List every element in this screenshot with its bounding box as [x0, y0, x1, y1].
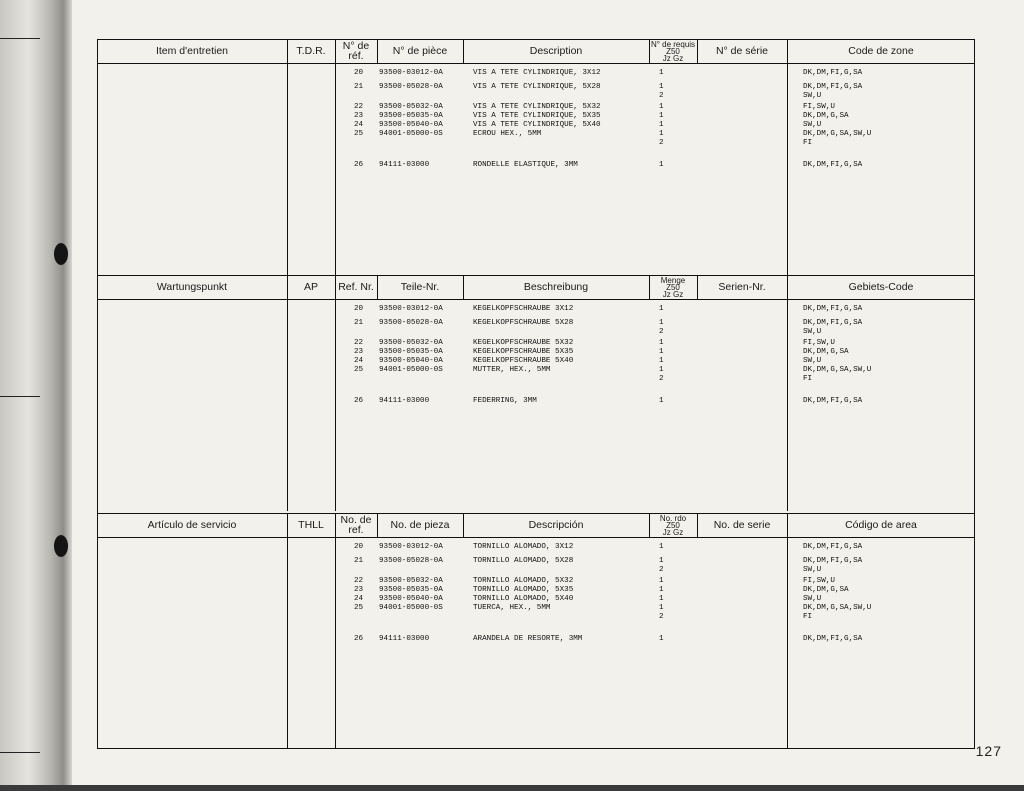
- row-ref: 21: [354, 83, 364, 91]
- row-desc: TORNILLO ALOMADO, 5X35: [473, 586, 574, 594]
- row-part: 93500-05040-0A: [379, 357, 443, 365]
- row-part: 93500-03012-0A: [379, 305, 443, 313]
- row-zone: FI,SW,U: [803, 103, 835, 111]
- header-item: Wartungspunkt: [156, 281, 228, 293]
- column-divider: [377, 275, 378, 299]
- row-zone: DK,DM,FI,G,SA: [803, 305, 863, 313]
- header-ref: Ref. Nr.: [338, 281, 374, 293]
- row-qty: 1 2: [659, 83, 664, 100]
- row-ref: 23: [354, 586, 364, 594]
- column-divider: [287, 63, 288, 275]
- table-header: [97, 39, 975, 64]
- column-divider: [787, 513, 788, 537]
- row-zone: FI,SW,U: [803, 577, 835, 585]
- column-divider: [335, 299, 336, 511]
- header-desc: Beschreibung: [523, 281, 589, 293]
- row-qty: 1: [659, 348, 664, 356]
- row-zone: DK,DM,FI,G,SA: [803, 397, 863, 405]
- row-desc: KEGELKOPFSCHRAUBE 3X12: [473, 305, 574, 313]
- header-ref: N° de réf.: [342, 40, 370, 62]
- row-part: 93500-05040-0A: [379, 121, 443, 129]
- row-part: 94111-03000: [379, 397, 430, 405]
- column-divider: [335, 513, 336, 537]
- binder-hole: [54, 535, 68, 557]
- row-ref: 25: [354, 130, 364, 138]
- row-part: 94001-05000-0S: [379, 604, 443, 612]
- row-desc: KEGELKOPFSCHRAUBE 5X32: [473, 339, 574, 347]
- row-desc: TORNILLO ALOMADO, 3X12: [473, 543, 574, 551]
- header-serial: No. de serie: [713, 519, 771, 531]
- row-ref: 21: [354, 319, 364, 327]
- row-part: 93500-05032-0A: [379, 103, 443, 111]
- row-desc: VIS A TETE CYLINDRIQUE, 5X40: [473, 121, 601, 129]
- row-qty: 1: [659, 397, 664, 405]
- row-desc: KEGELKOPFSCHRAUBE 5X28: [473, 319, 574, 327]
- row-desc: MUTTER, HEX., 5MM: [473, 366, 551, 374]
- row-part: 94111-03000: [379, 161, 430, 169]
- header-quantity: [649, 39, 697, 63]
- row-qty: 1 2: [659, 319, 664, 336]
- row-desc: TUERCA, HEX., 5MM: [473, 604, 551, 612]
- row-qty: 1: [659, 577, 664, 585]
- row-part: 93500-05028-0A: [379, 557, 443, 565]
- row-part: 93500-05032-0A: [379, 577, 443, 585]
- column-divider: [335, 275, 336, 299]
- row-ref: 20: [354, 543, 364, 551]
- row-qty: 1: [659, 121, 664, 129]
- row-qty: 1: [659, 103, 664, 111]
- row-part: 93500-05035-0A: [379, 586, 443, 594]
- header-part: N° de pièce: [392, 45, 448, 57]
- header-qty-mid: Z50: [666, 520, 680, 530]
- row-part: 93500-05035-0A: [379, 348, 443, 356]
- column-divider: [787, 537, 788, 749]
- row-part: 93500-03012-0A: [379, 69, 443, 77]
- spine-rule: [0, 38, 40, 39]
- row-zone: DK,DM,FI,G,SA: [803, 161, 863, 169]
- row-desc: ARANDELA DE RESORTE, 3MM: [473, 635, 583, 643]
- header-serial: Serien-Nr.: [718, 281, 766, 293]
- row-zone: SW,U: [803, 357, 822, 365]
- column-divider: [335, 537, 336, 749]
- row-part: 94111-03000: [379, 635, 430, 643]
- column-divider: [287, 513, 288, 537]
- column-divider: [787, 63, 788, 275]
- row-qty: 1 2: [659, 557, 664, 574]
- row-desc: KEGELKOPFSCHRAUBE 5X35: [473, 348, 574, 356]
- row-qty: 1: [659, 112, 664, 120]
- header-tdr: THLL: [298, 519, 324, 531]
- row-desc: FEDERRING, 3MM: [473, 397, 537, 405]
- row-ref: 26: [354, 635, 364, 643]
- row-zone: DK,DM,G,SA: [803, 348, 849, 356]
- row-ref: 21: [354, 557, 364, 565]
- row-ref: 22: [354, 103, 364, 111]
- column-divider: [335, 63, 336, 275]
- header-quantity: [649, 275, 697, 299]
- row-qty: 1: [659, 595, 664, 603]
- row-zone: DK,DM,FI,G,SA: [803, 635, 863, 643]
- row-qty: 1: [659, 586, 664, 594]
- header-zone: Gebiets-Code: [848, 281, 914, 293]
- row-desc: TORNILLO ALOMADO, 5X32: [473, 577, 574, 585]
- row-qty: 1: [659, 305, 664, 313]
- header-desc: Descripción: [528, 519, 584, 531]
- row-ref: 20: [354, 305, 364, 313]
- row-part: 93500-05040-0A: [379, 595, 443, 603]
- header-part: Teile-Nr.: [400, 281, 440, 293]
- header-item: Item d'entretien: [155, 45, 229, 57]
- row-zone: DK,DM,G,SA: [803, 112, 849, 120]
- row-desc: RONDELLE ELASTIQUE, 3MM: [473, 161, 578, 169]
- page-number: 127: [975, 743, 1002, 759]
- row-part: 94001-05000-0S: [379, 366, 443, 374]
- row-zone: DK,DM,FI,G,SA SW,U: [803, 557, 863, 574]
- column-divider: [335, 39, 336, 63]
- row-desc: TORNILLO ALOMADO, 5X28: [473, 557, 574, 565]
- row-ref: 25: [354, 366, 364, 374]
- row-qty: 1: [659, 635, 664, 643]
- row-zone: DK,DM,G,SA,SW,U FI: [803, 604, 872, 621]
- column-divider: [787, 275, 788, 299]
- header-qty-top: No. rdo: [659, 513, 687, 523]
- header-tdr: AP: [303, 281, 318, 293]
- row-qty: 1: [659, 339, 664, 347]
- column-divider: [377, 513, 378, 537]
- row-qty: 1 2: [659, 130, 664, 147]
- row-desc: KEGELKOPFSCHRAUBE 5X40: [473, 357, 574, 365]
- header-item: Artículo de servicio: [147, 519, 237, 531]
- header-zone: Código de area: [845, 519, 917, 531]
- row-part: 93500-05032-0A: [379, 339, 443, 347]
- header-zone: Code de zone: [848, 45, 914, 57]
- row-ref: 22: [354, 339, 364, 347]
- row-part: 93500-05028-0A: [379, 83, 443, 91]
- row-ref: 20: [354, 69, 364, 77]
- row-ref: 25: [354, 604, 364, 612]
- row-zone: SW,U: [803, 595, 822, 603]
- column-divider: [649, 39, 650, 63]
- column-divider: [649, 513, 650, 537]
- row-ref: 24: [354, 595, 364, 603]
- row-zone: DK,DM,FI,G,SA: [803, 543, 863, 551]
- column-divider: [787, 39, 788, 63]
- header-tdr: T.D.R.: [296, 45, 326, 57]
- row-zone: DK,DM,FI,G,SA: [803, 69, 863, 77]
- header-desc: Description: [529, 45, 583, 57]
- header-ref: No. de ref.: [340, 514, 372, 536]
- column-divider: [287, 275, 288, 299]
- row-part: 93500-05035-0A: [379, 112, 443, 120]
- row-zone: SW,U: [803, 121, 822, 129]
- header-qty-bot: Jz Gz: [662, 53, 684, 63]
- row-zone: DK,DM,FI,G,SA SW,U: [803, 319, 863, 336]
- parts-list-page: [97, 39, 975, 749]
- row-desc: VIS A TETE CYLINDRIQUE, 3X12: [473, 69, 601, 77]
- header-qty-mid: Z50: [666, 282, 680, 292]
- spine-rule: [0, 396, 40, 397]
- row-qty: 1 2: [659, 366, 664, 383]
- row-ref: 26: [354, 397, 364, 405]
- header-part: No. de pieza: [390, 519, 450, 531]
- column-divider: [649, 275, 650, 299]
- column-divider: [463, 513, 464, 537]
- row-zone: DK,DM,FI,G,SA SW,U: [803, 83, 863, 100]
- row-ref: 23: [354, 112, 364, 120]
- header-qty-mid: Z50: [666, 46, 680, 56]
- row-qty: 1: [659, 69, 664, 77]
- binder-hole: [54, 243, 68, 265]
- row-desc: VIS A TETE CYLINDRIQUE, 5X28: [473, 83, 601, 91]
- column-divider: [463, 275, 464, 299]
- header-qty-top: Menge: [660, 275, 686, 285]
- row-desc: VIS A TETE CYLINDRIQUE, 5X35: [473, 112, 601, 120]
- row-desc: ECROU HEX., 5MM: [473, 130, 542, 138]
- row-zone: DK,DM,G,SA,SW,U FI: [803, 366, 872, 383]
- header-qty-top: N° de requis: [650, 39, 696, 49]
- row-ref: 23: [354, 348, 364, 356]
- column-divider: [787, 299, 788, 511]
- header-quantity: [649, 513, 697, 537]
- table-header: [97, 513, 975, 538]
- row-qty: 1: [659, 357, 664, 365]
- row-desc: TORNILLO ALOMADO, 5X40: [473, 595, 574, 603]
- row-qty: 1: [659, 161, 664, 169]
- column-divider: [287, 299, 288, 511]
- table-header: [97, 275, 975, 300]
- row-ref: 26: [354, 161, 364, 169]
- column-divider: [697, 513, 698, 537]
- spine-rule: [0, 752, 40, 753]
- header-qty-bot: Jz Gz: [662, 289, 684, 299]
- row-qty: 1: [659, 543, 664, 551]
- column-divider: [287, 537, 288, 749]
- column-divider: [697, 39, 698, 63]
- column-divider: [463, 39, 464, 63]
- row-ref: 22: [354, 577, 364, 585]
- row-desc: VIS A TETE CYLINDRIQUE, 5X32: [473, 103, 601, 111]
- row-zone: FI,SW,U: [803, 339, 835, 347]
- row-qty: 1 2: [659, 604, 664, 621]
- row-zone: DK,DM,G,SA: [803, 586, 849, 594]
- header-serial: N° de série: [715, 45, 769, 57]
- column-divider: [377, 39, 378, 63]
- header-qty-bot: Jz Gz: [662, 527, 684, 537]
- column-divider: [287, 39, 288, 63]
- row-part: 93500-03012-0A: [379, 543, 443, 551]
- page-bottom-edge: [0, 785, 1024, 791]
- column-divider: [697, 275, 698, 299]
- row-ref: 24: [354, 121, 364, 129]
- row-zone: DK,DM,G,SA,SW,U FI: [803, 130, 872, 147]
- row-ref: 24: [354, 357, 364, 365]
- row-part: 93500-05028-0A: [379, 319, 443, 327]
- row-part: 94001-05000-0S: [379, 130, 443, 138]
